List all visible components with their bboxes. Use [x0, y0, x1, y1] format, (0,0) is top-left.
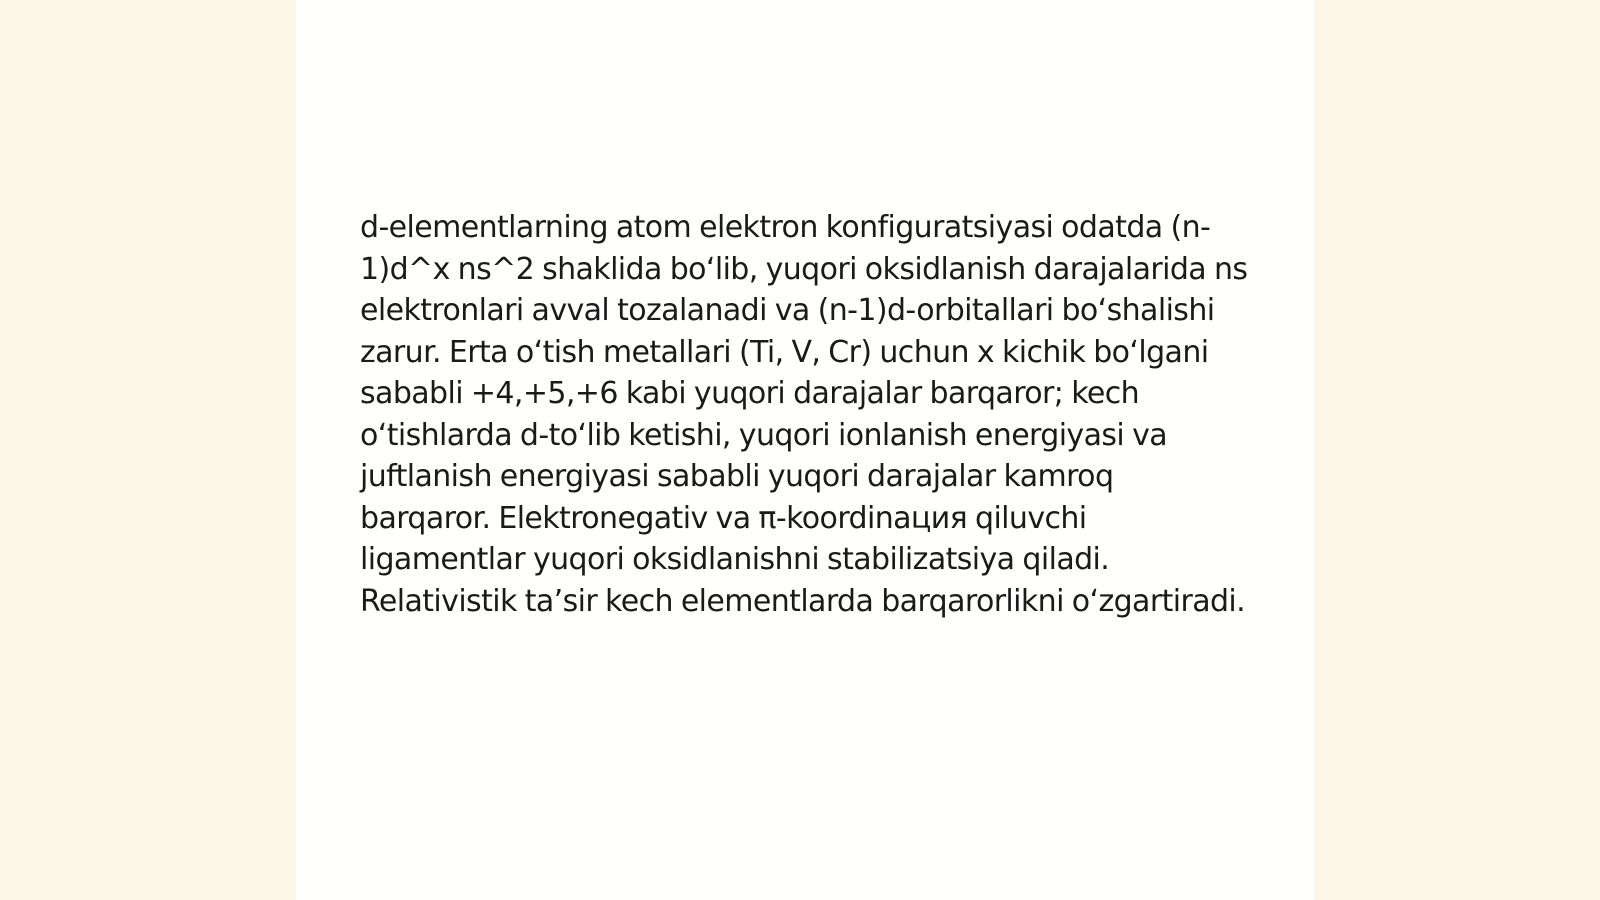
slide-body-text: d-elementlarning atom elektron konfiguratsiyasi odatda (n-1)d^x ns^2 shaklida bo‘lib, yuqori oksidlanish darajalarida ns elektronlari avval tozalanadi va (n-1)d-orbitallari bo‘shalishi zarur. Erta o‘tish metallari (Ti, V, Cr) uchun x kichik bo‘lgani sababli +4,+5,+6 kabi yuqori darajalar barqaror; kech o‘tishlarda d-to‘lib ketishi, yuqori ionlanish energiyasi va juftlanish energiyasi sababli yuqori darajalar kamroq barqaror. Elektronegativ va π-koordinaция qiluvchi ligamentlar yuqori oksidlanishni stabilizatsiya qiladi. Relativistik ta’sir kech elementlarda barqarorlikni o‘zgartiradi.: [360, 210, 1248, 619]
slide-canvas: [296, 0, 1314, 900]
